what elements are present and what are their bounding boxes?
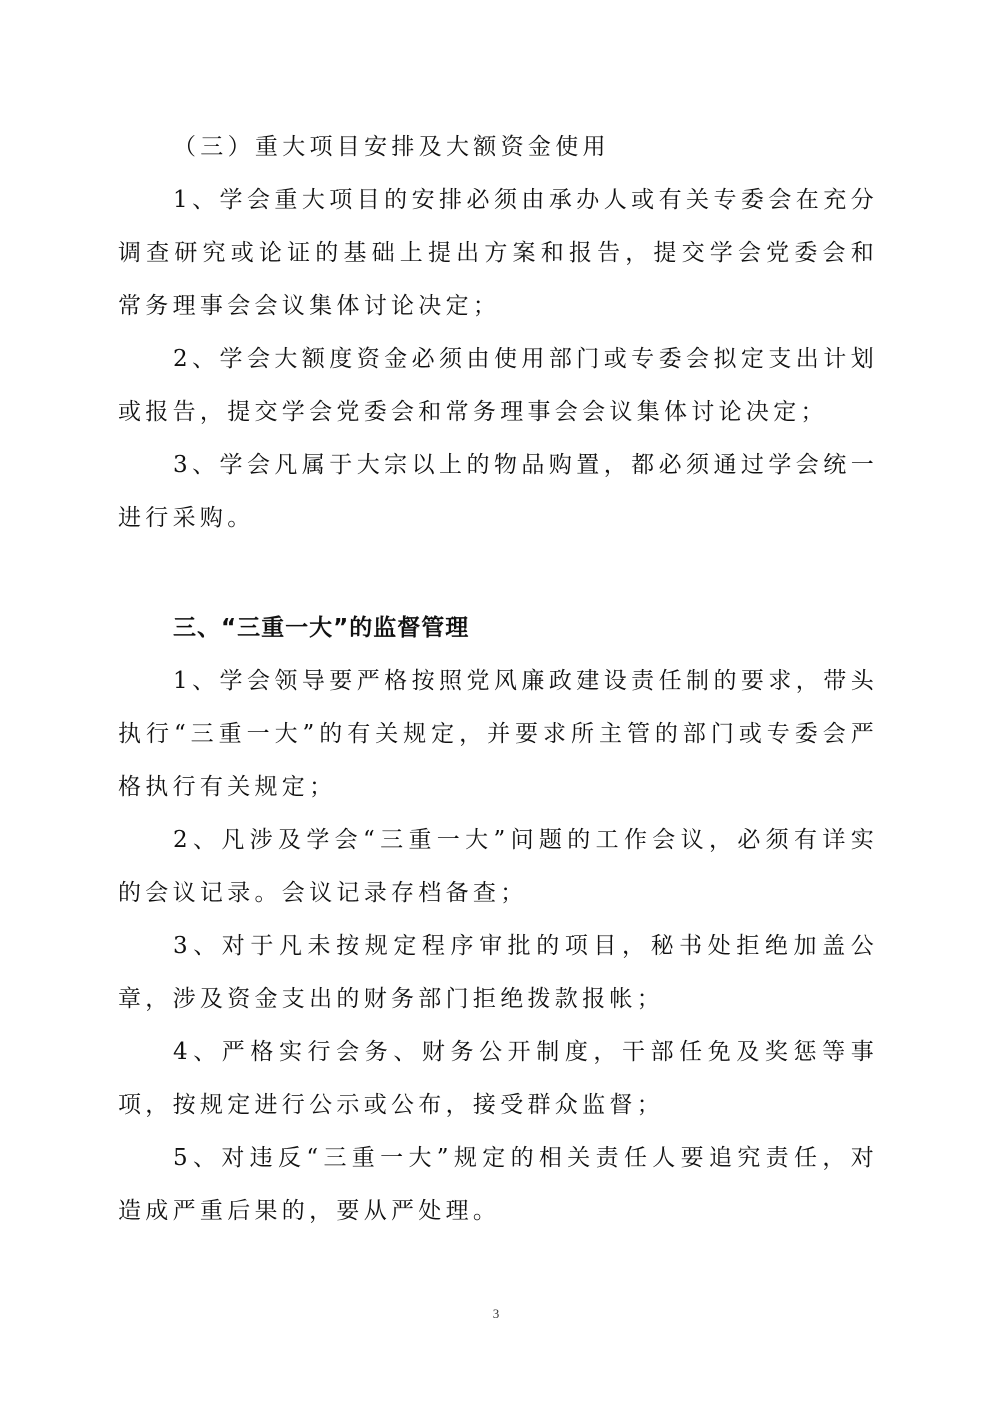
paragraph: 4、严格实行会务、财务公开制度，干部任免及奖惩等事项，按规定进行公示或公布，接受群众监督； <box>118 1039 878 1118</box>
subsection-title: （三）重大项目安排及大额资金使用 <box>173 134 610 160</box>
page-number: 3 <box>492 1306 500 1321</box>
paragraph: 3、学会凡属于大宗以上的物品购置，都必须通过学会统一进行采购。 <box>118 452 878 531</box>
section-heading: 三、“三重一大”的监督管理 <box>173 615 470 641</box>
paragraph: 5、对违反“三重一大”规定的相关责任人要追究责任，对造成严重后果的，要从严处理。 <box>118 1145 878 1224</box>
document-body <box>118 121 878 1238</box>
paragraph: 3、对于凡未按规定程序审批的项目，秘书处拒绝加盖公章，涉及资金支出的财务部门拒绝拨款报帐； <box>118 933 878 1012</box>
paragraph: 2、学会大额度资金必须由使用部门或专委会拟定支出计划或报告，提交学会党委会和常务理事会会议集体讨论决定； <box>118 346 878 425</box>
paragraph: 2、凡涉及学会“三重一大”问题的工作会议，必须有详实的会议记录。会议记录存档备查； <box>118 827 878 906</box>
paragraph: 1、学会领导要严格按照党风廉政建设责任制的要求，带头执行“三重一大”的有关规定，并要求所主管的部门或专委会严格执行有关规定； <box>118 668 878 800</box>
paragraph: 1、学会重大项目的安排必须由承办人或有关专委会在充分调查研究或论证的基础上提出方案和报告，提交学会党委会和常务理事会会议集体讨论决定； <box>118 187 878 319</box>
